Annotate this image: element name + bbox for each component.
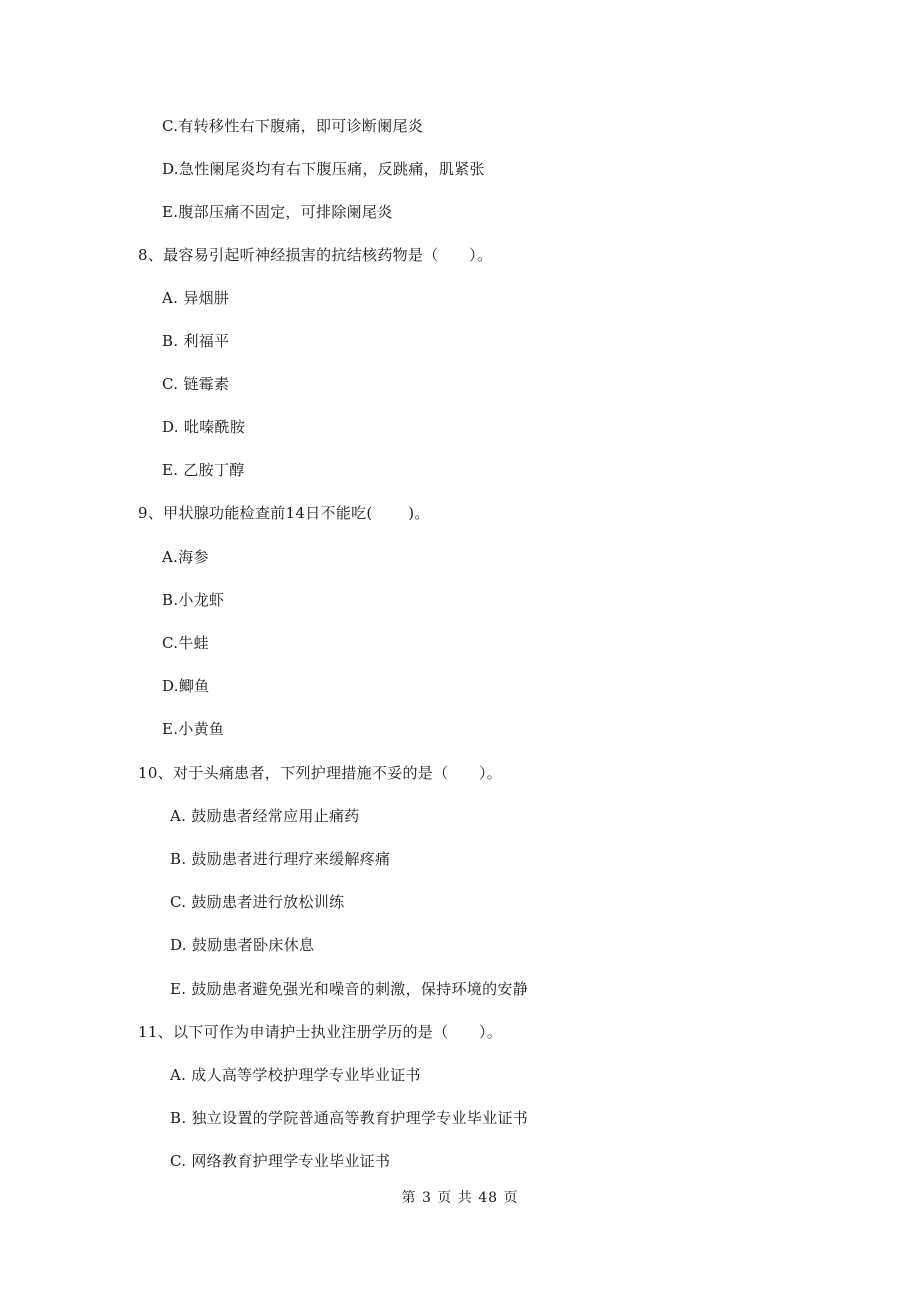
option-d: D.急性阑尾炎均有右下腹压痛，反跳痛，肌紧张 <box>162 160 485 178</box>
option-c: C. 网络教育护理学专业毕业证书 <box>170 1152 391 1170</box>
option-a: A.海参 <box>162 548 209 566</box>
option-a: A. 异烟肼 <box>162 289 230 307</box>
option-a: A. 鼓励患者经常应用止痛药 <box>170 807 360 825</box>
option-b: B. 利福平 <box>162 332 230 350</box>
option-e: E.小黄鱼 <box>162 720 225 738</box>
option-e: E. 鼓励患者避免强光和噪音的刺激，保持环境的安静 <box>170 980 528 998</box>
question-stem: 8、最容易引起听神经损害的抗结核药物是（ ）。 <box>138 246 493 264</box>
option-e: E. 乙胺丁醇 <box>162 461 245 479</box>
option-d: D. 吡嗪酰胺 <box>162 418 246 436</box>
option-b: B.小龙虾 <box>162 591 225 609</box>
option-c: C.牛蛙 <box>162 634 209 652</box>
option-d: D. 鼓励患者卧床休息 <box>170 936 315 954</box>
option-b: B. 鼓励患者进行理疗来缓解疼痛 <box>170 850 391 868</box>
option-e: E.腹部压痛不固定，可排除阑尾炎 <box>162 203 393 221</box>
option-c: C. 链霉素 <box>162 375 230 393</box>
page-number: 第 3 页 共 48 页 <box>401 1190 519 1206</box>
question-stem: 11、以下可作为申请护士执业注册学历的是（ ）。 <box>138 1023 503 1041</box>
option-c: C. 鼓励患者进行放松训练 <box>170 893 345 911</box>
option-d: D.鲫鱼 <box>162 677 210 695</box>
option-a: A. 成人高等学校护理学专业毕业证书 <box>170 1066 421 1084</box>
option-c: C.有转移性右下腹痛，即可诊断阑尾炎 <box>162 117 424 135</box>
question-stem: 9、甲状腺功能检查前14日不能吃( )。 <box>138 504 430 522</box>
question-stem: 10、对于头痛患者，下列护理措施不妥的是（ ）。 <box>138 764 503 782</box>
option-b: B. 独立设置的学院普通高等教育护理学专业毕业证书 <box>170 1109 529 1127</box>
